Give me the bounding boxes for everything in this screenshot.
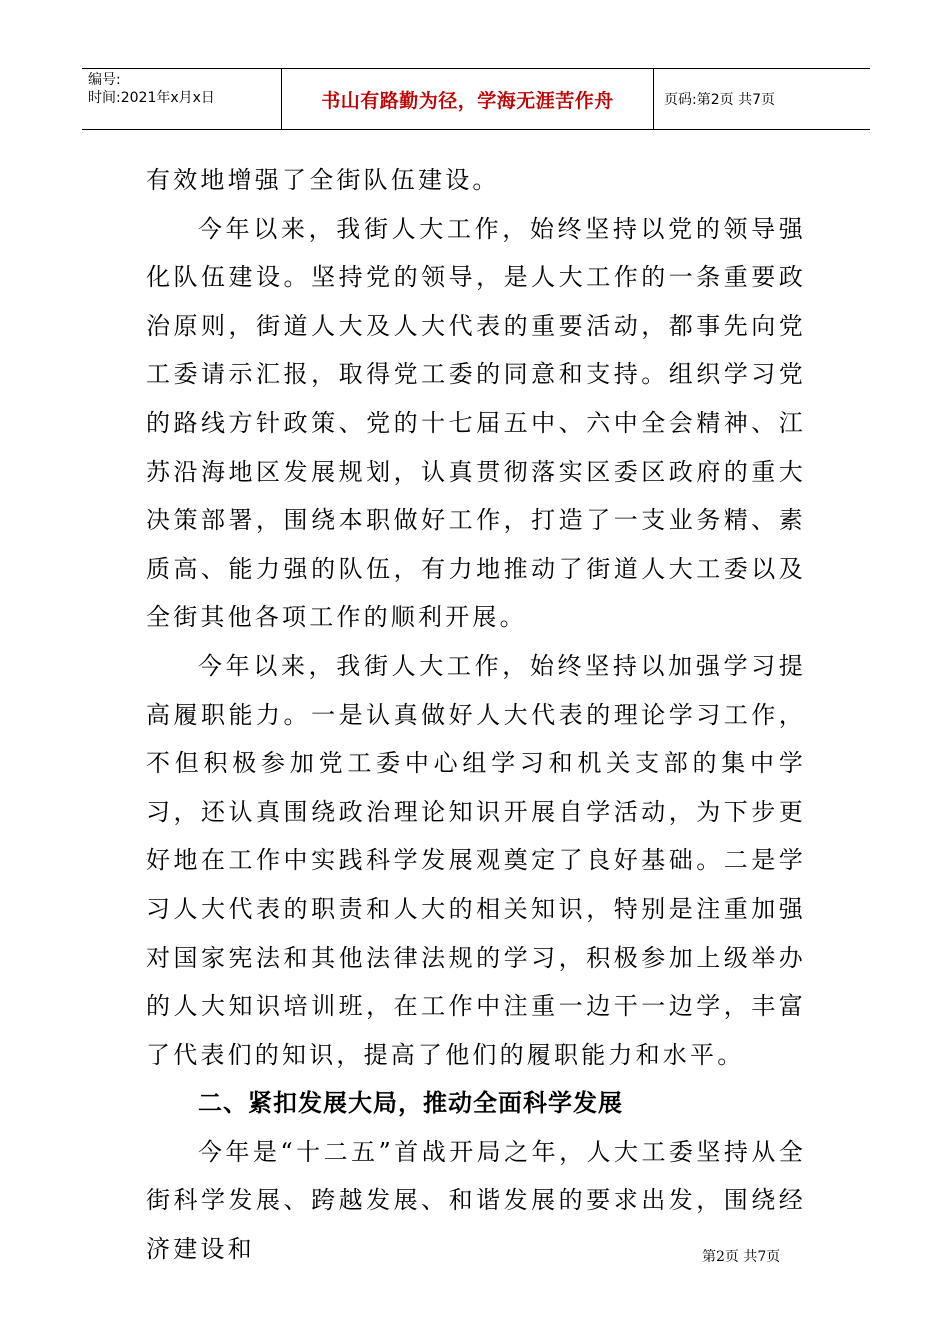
header-motto: 书山有路勤为径，学海无涯苦作舟 [282, 69, 654, 129]
paragraph-development: 今年是“十二五”首战开局之年，人大工委坚持从全街科学发展、跨越发展、和谐发展的要求出发，围绕经济建设和 [146, 1137, 806, 1264]
page-header [82, 68, 870, 130]
document-body [146, 156, 806, 1274]
header-page-info: 页码:第2页 共7页 [664, 92, 775, 108]
page-footer: 第2页 共7页 [702, 1249, 781, 1265]
paragraph-study: 今年以来，我街人大工作，始终坚持以加强学习提高履职能力。一是认真做好人大代表的理论学习工作，不但积极参加党工委中心组学习和机关支部的集中学习，还认真围绕政治理论知识开展自学活动，为下步更好地在工作中实践科学发展观奠定了良好基础。二是学习人大代表的职责和人大的相关知识，特别是注重加强对国家宪法和其他法律法规的学习，积极参加上级举办的人大知识培训班，在工作中注重一边干一边学，丰富了代表们的知识，提高了他们的履职能力和水平。 [146, 651, 806, 1069]
section-heading: 二、紧扣发展大局，推动全面科学发展 [198, 1089, 623, 1118]
document-number-label: 编号: [88, 72, 121, 88]
header-meta [82, 69, 282, 129]
paragraph-continuation: 有效地增强了全街队伍建设。 [146, 166, 500, 194]
document-time-label: 时间:2021年x月x日 [88, 90, 215, 106]
paragraph-party-leadership: 今年以来，我街人大工作，始终坚持以党的领导强化队伍建设。坚持党的领导，是人大工作的一条重要政治原则，街道人大及人大代表的重要活动，都事先向党工委请示汇报，取得党工委的同意和支持。组织学习党的路线方针政策、党的十七届五中、六中全会精神、江苏沿海地区发展规划，认真贯彻落实区委区政府的重大决策部署，围绕本职做好工作，打造了一支业务精、素质高、能力强的队伍，有力地推动了街道人大工委以及全街其他各项工作的顺利开展。 [146, 214, 806, 632]
